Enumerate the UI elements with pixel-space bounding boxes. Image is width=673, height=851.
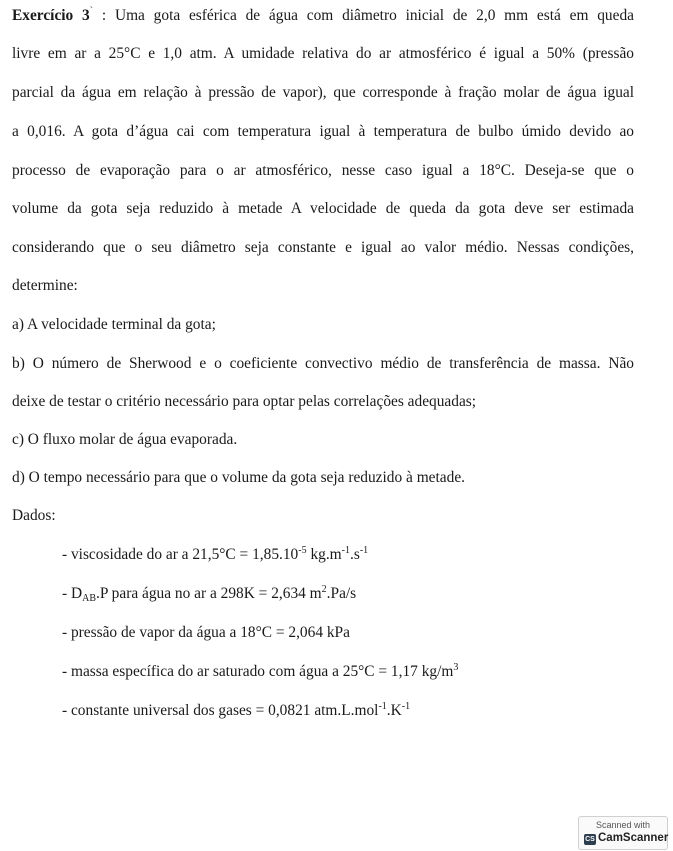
item-b-line-1: b) O número de Sherwood e o coeficiente convectivo médio de transferência de massa. Não xyxy=(12,355,634,372)
intro-line-3: parcial da água em relação à pressão de vapor), que corresponde à fração molar de água igual xyxy=(12,84,634,101)
intro-line-1 xyxy=(12,6,634,26)
item-b-line-2: deixe de testar o critério necessário para optar pelas correlações adequadas; xyxy=(12,393,477,410)
exercise-label: Exercício 3 xyxy=(12,7,90,24)
item-a: a) A velocidade terminal da gota; xyxy=(12,316,216,333)
camscanner-watermark xyxy=(578,816,668,850)
dados-air-density: - massa específica do ar saturado com água a 25°C = 1,17 $kg/m^3$ xyxy=(62,662,459,680)
intro-line-2: livre em ar a 25°C e 1,0 atm. A umidade relativa do ar atmosférico é igual a 50% (pressão xyxy=(12,45,634,62)
item-d: d) O tempo necessário para que o volume da gota seja reduzido à metade. xyxy=(12,469,465,486)
intro-line-4: a 0,016. A gota d’água cai com temperatura igual à temperatura de bulbo úmido devido ao xyxy=(12,123,634,140)
exercise-label-mark: ` xyxy=(89,6,94,17)
watermark-brand: CamScanner xyxy=(598,832,669,844)
item-c: c) O fluxo molar de água evaporada. xyxy=(12,431,238,448)
dados-gas-constant: - constante universal dos gases = 0,0821 $atm.L.mol^{-1}.K^{-1}$ xyxy=(62,701,411,719)
camscanner-logo-icon: CS xyxy=(585,836,595,843)
intro-line-7: considerando que o seu diâmetro seja constante e igual ao valor médio. Nessas condições, xyxy=(12,239,634,256)
intro-line-8: determine: xyxy=(12,277,78,294)
intro-line-5: processo de evaporação para o ar atmosférico, nesse caso igual a 18°C. Deseja-se que o xyxy=(12,162,634,179)
dados-diffusivity: - $D_{AB}.P$ para água no ar a 298K = 2,634 $m^2.Pa/s$ xyxy=(62,584,357,604)
intro-line-1-text: : Uma gota esférica de água com diâmetro inicial de 2,0 mm está em queda xyxy=(93,7,634,24)
watermark-caption: Scanned with xyxy=(595,820,651,830)
dados-title: Dados: xyxy=(12,507,56,524)
dados-viscosity: - viscosidade do ar a $21,5^\circ C = 1,85.10^{-5}$ $kg.m^{-1}.s^{-1}$ xyxy=(62,545,369,563)
intro-line-6: volume da gota seja reduzido à metade A velocidade de queda da gota deve ser estimada xyxy=(12,200,634,217)
dados-vapor-pressure: - pressão de vapor da água a 18°C = 2,064 kPa xyxy=(62,624,350,641)
